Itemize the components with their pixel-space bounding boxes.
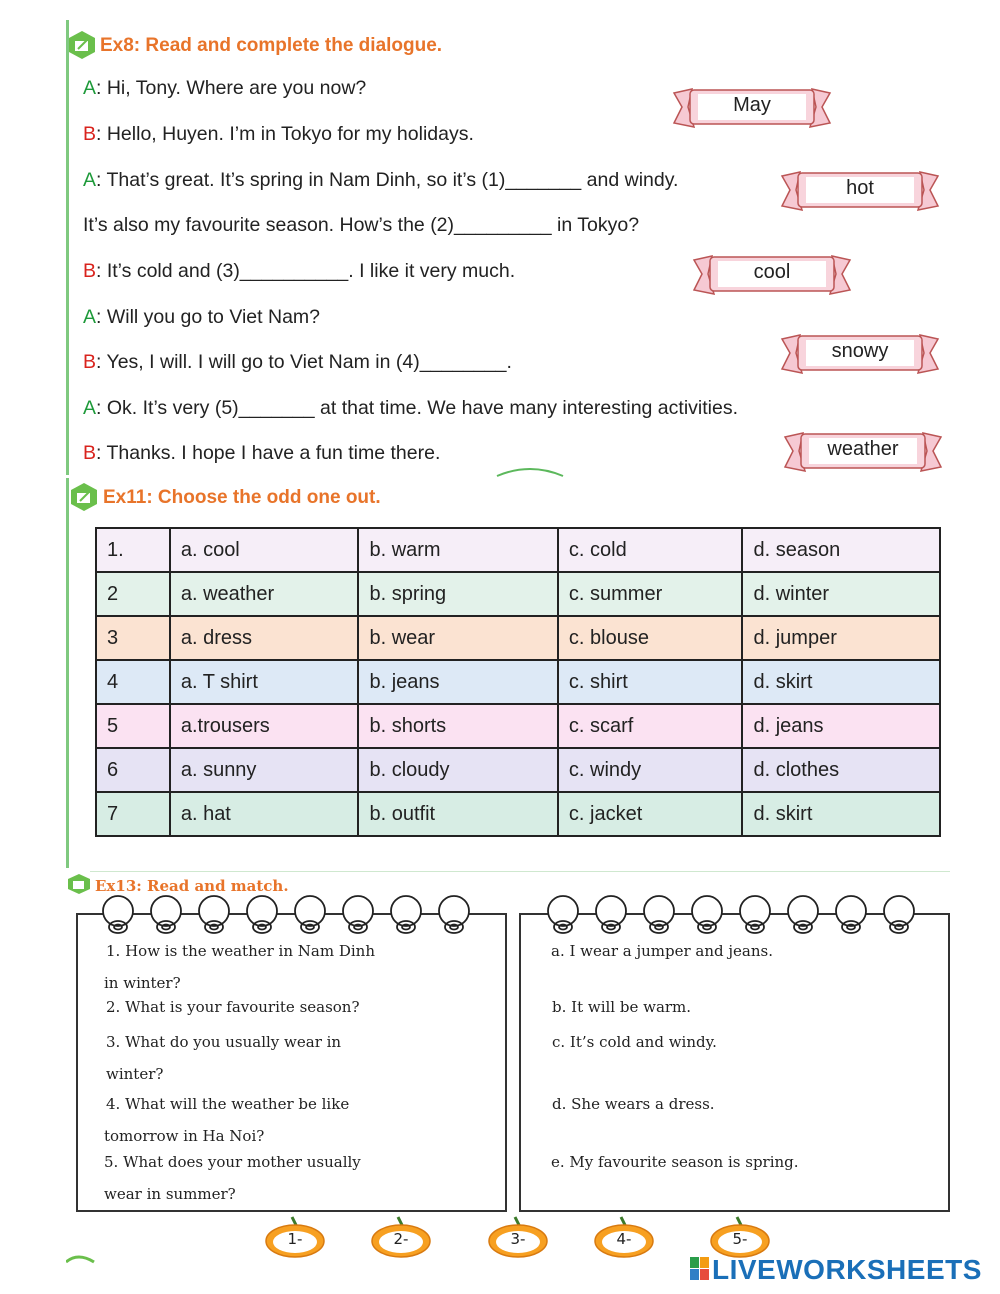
option-cell-c[interactable]: c. shirt <box>558 660 743 704</box>
dialogue-line-7: B: Yes, I will. I will go to Viet Nam in (4)________. <box>83 351 512 373</box>
option-cell-d[interactable]: d. skirt <box>742 792 940 836</box>
row-number: 6 <box>96 748 170 792</box>
option-cell-c[interactable]: c. cold <box>558 528 743 572</box>
spiral-binding-icon <box>543 895 943 935</box>
question-line: 2. What is your favourite season? <box>106 998 360 1016</box>
answer-line: e. My favourite season is spring. <box>551 1153 799 1171</box>
odd-one-out-table <box>95 527 941 837</box>
option-cell-a[interactable]: a. dress <box>170 616 359 660</box>
answer-line: a. I wear a jumper and jeans. <box>551 942 774 960</box>
question-line: tomorrow in Ha Noi? <box>104 1127 265 1145</box>
pumpkin-answer-box-4[interactable]: 4- <box>593 1215 655 1259</box>
option-cell-b[interactable]: b. warm <box>358 528 557 572</box>
dialogue-line-8: A: Ok. It’s very (5)_______ at that time. We have many interesting activities. <box>83 397 739 419</box>
question-line: in winter? <box>104 974 181 992</box>
option-cell-b[interactable]: b. shorts <box>358 704 557 748</box>
dialogue-line-1: A: Hi, Tony. Where are you now? <box>83 77 367 99</box>
option-cell-c[interactable]: c. blouse <box>558 616 743 660</box>
dialogue-line-3: A: That’s great. It’s spring in Nam Dinh, so it’s (1)_______ and windy. <box>83 169 679 191</box>
option-cell-a[interactable]: a.trousers <box>170 704 359 748</box>
row-number: 1. <box>96 528 170 572</box>
option-cell-c[interactable]: c. summer <box>558 572 743 616</box>
row-number: 2 <box>96 572 170 616</box>
odd-row <box>96 748 940 792</box>
pumpkin-answer-box-2[interactable]: 2- <box>370 1215 432 1259</box>
section-divider <box>90 871 950 872</box>
pumpkin-answer-box-5[interactable]: 5- <box>709 1215 771 1259</box>
answer-line: b. It will be warm. <box>552 998 692 1016</box>
question-line: 5. What does your mother usually <box>104 1153 361 1171</box>
odd-row <box>96 572 940 616</box>
ribbon-word: cool <box>753 261 791 283</box>
pumpkin-answer-box-3[interactable]: 3- <box>487 1215 549 1259</box>
ribbon-word: May <box>733 94 771 116</box>
option-cell-b[interactable]: b. outfit <box>358 792 557 836</box>
odd-row <box>96 792 940 836</box>
option-cell-a[interactable]: a. T shirt <box>170 660 359 704</box>
green-arc-decoration <box>495 466 565 478</box>
answer-line: c. It’s cold and windy. <box>552 1033 717 1051</box>
ex8-title: Ex8: Read and complete the dialogue. <box>100 35 443 56</box>
option-cell-d[interactable]: d. jumper <box>742 616 940 660</box>
dialogue-line-9: B: Thanks. I hope I have a fun time there. <box>83 442 441 464</box>
dialogue-line-4: It’s also my favourite season. How’s the (2)_________ in Tokyo? <box>83 214 640 236</box>
option-cell-c[interactable]: c. scarf <box>558 704 743 748</box>
question-line: wear in summer? <box>104 1185 236 1203</box>
spiral-binding-icon <box>98 895 498 935</box>
word-ribbon-cool[interactable] <box>692 252 852 298</box>
odd-row <box>96 528 940 572</box>
row-number: 4 <box>96 660 170 704</box>
option-cell-d[interactable]: d. winter <box>742 572 940 616</box>
ex13-title: Ex13: Read and match. <box>95 877 289 895</box>
dialogue-line-6: A: Will you go to Viet Nam? <box>83 306 320 328</box>
option-cell-b[interactable]: b. wear <box>358 616 557 660</box>
odd-row <box>96 660 940 704</box>
option-cell-a[interactable]: a. sunny <box>170 748 359 792</box>
option-cell-d[interactable]: d. jeans <box>742 704 940 748</box>
option-cell-b[interactable]: b. cloudy <box>358 748 557 792</box>
option-cell-b[interactable]: b. spring <box>358 572 557 616</box>
question-line: 1. How is the weather in Nam Dinh <box>106 942 375 960</box>
option-cell-c[interactable]: c. windy <box>558 748 743 792</box>
hexagon-pencil-icon <box>69 482 99 512</box>
ribbon-word: snowy <box>831 340 889 362</box>
row-number: 5 <box>96 704 170 748</box>
option-cell-d[interactable]: d. season <box>742 528 940 572</box>
hexagon-pencil-icon <box>66 873 92 895</box>
word-ribbon-snowy[interactable] <box>780 331 940 377</box>
liveworksheets-logo: LIVEWORKSHEETS <box>690 1254 982 1286</box>
hexagon-pencil-icon <box>67 30 97 60</box>
left-guide-line <box>66 20 69 475</box>
dialogue-line-2: B: Hello, Huyen. I’m in Tokyo for my holidays. <box>83 123 474 145</box>
ribbon-word: hot <box>846 177 874 199</box>
odd-row <box>96 704 940 748</box>
left-guide-line <box>66 478 69 868</box>
question-line: 3. What do you usually wear in <box>106 1033 342 1051</box>
option-cell-d[interactable]: d. clothes <box>742 748 940 792</box>
logo-mark-icon <box>690 1257 710 1281</box>
ribbon-word: weather <box>827 438 899 460</box>
dialogue-line-5: B: It’s cold and (3)__________. I like it very much. <box>83 260 516 282</box>
word-ribbon-may[interactable] <box>672 85 832 131</box>
option-cell-b[interactable]: b. jeans <box>358 660 557 704</box>
option-cell-a[interactable]: a. cool <box>170 528 359 572</box>
ex11-title: Ex11: Choose the odd one out. <box>103 487 381 508</box>
option-cell-a[interactable]: a. hat <box>170 792 359 836</box>
green-corner-decoration <box>66 1254 96 1264</box>
option-cell-a[interactable]: a. weather <box>170 572 359 616</box>
row-number: 7 <box>96 792 170 836</box>
pumpkin-answer-box-1[interactable]: 1- <box>264 1215 326 1259</box>
answer-line: d. She wears a dress. <box>552 1095 715 1113</box>
word-ribbon-hot[interactable] <box>780 168 940 214</box>
odd-row <box>96 616 940 660</box>
word-ribbon-weather[interactable] <box>783 429 943 475</box>
question-line: 4. What will the weather be like <box>106 1095 350 1113</box>
option-cell-d[interactable]: d. skirt <box>742 660 940 704</box>
option-cell-c[interactable]: c. jacket <box>558 792 743 836</box>
row-number: 3 <box>96 616 170 660</box>
question-line: winter? <box>106 1065 164 1083</box>
